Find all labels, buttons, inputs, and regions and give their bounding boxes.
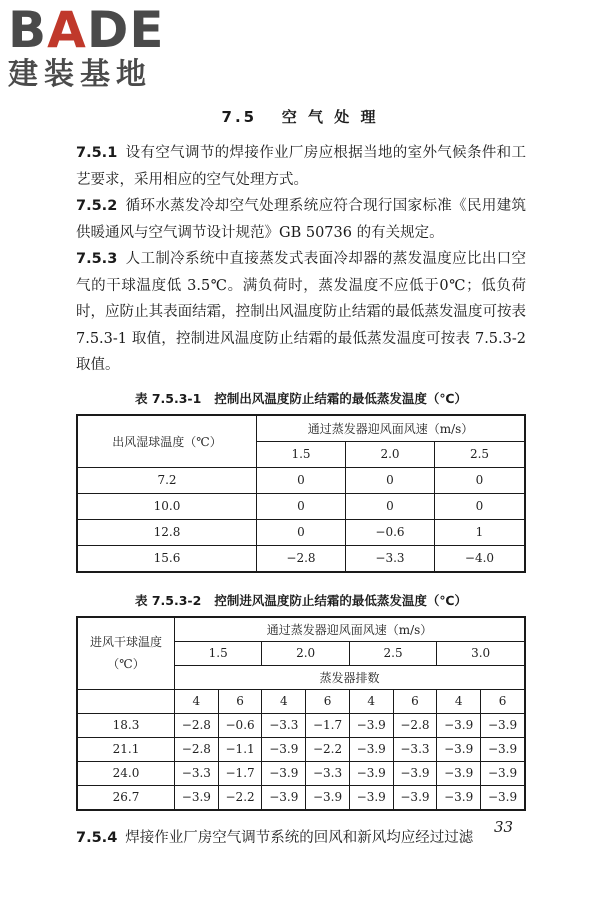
table2-rows-count: 6 [218, 689, 262, 713]
table-row [77, 737, 525, 761]
table-7-5-3-2 [76, 616, 526, 811]
table2-cell: −3.9 [437, 785, 481, 810]
table2-cell: −3.9 [349, 713, 393, 737]
table2-cell: −3.9 [349, 761, 393, 785]
table1-temp-cell: 15.6 [77, 545, 257, 572]
table2-cell: −1.1 [218, 737, 262, 761]
table2-cell: −2.8 [175, 737, 219, 761]
table-row [77, 519, 525, 545]
table2-cell: −0.6 [218, 713, 262, 737]
table2-cell: −3.3 [306, 761, 350, 785]
table2-cell: −3.3 [262, 713, 306, 737]
document-body [76, 140, 526, 851]
logo-subtitle: 建装基地 [8, 57, 152, 92]
table2-cell: −3.9 [393, 785, 437, 810]
table1-row-header: 出风湿球温度（℃） [77, 415, 257, 468]
table2-row-header: 进风干球温度 （℃） [77, 617, 175, 690]
table1-cell: 0 [435, 493, 526, 519]
table-row [77, 467, 525, 493]
table2-cell: −2.2 [306, 737, 350, 761]
clause-7-5-1: 7.5.1 设有空气调节的焊接作业厂房应根据当地的室外气候条件和工艺要求，采用相应的空气处理方式。 [76, 145, 526, 188]
table2-cell: −3.9 [262, 737, 306, 761]
table2-cell: −3.9 [481, 737, 525, 761]
table-row [77, 761, 525, 785]
section-title: 7.5 空 气 处 理 [221, 108, 379, 126]
table1-cell: 0 [257, 519, 346, 545]
table2-cell: −3.9 [481, 761, 525, 785]
clause-7-5-2: 7.5.2 循环水蒸发冷却空气处理系统应符合现行国家标准《民用建筑供暖通风与空气调节设计规范》GB 50736 的有关规定。 [76, 198, 526, 241]
table1-speed: 1.5 [257, 441, 346, 467]
table2-cell: −3.9 [481, 713, 525, 737]
table-row [77, 713, 525, 737]
table-row [77, 785, 525, 810]
table2-cell: −3.9 [437, 761, 481, 785]
brand-logo [8, 1, 183, 92]
table2-cell: −3.9 [349, 785, 393, 810]
table2-cell: −3.3 [175, 761, 219, 785]
table1-speed: 2.0 [346, 441, 435, 467]
table2-cell: −3.9 [481, 785, 525, 810]
table2-caption: 表 7.5.3-2 控制进风温度防止结霜的最低蒸发温度（℃） [134, 592, 468, 608]
table1-cell: 0 [257, 467, 346, 493]
table2-temp-cell: 18.3 [77, 713, 175, 737]
table2-cell: −3.9 [262, 761, 306, 785]
table1-cell: 0 [435, 467, 526, 493]
table2-rows-count: 6 [306, 689, 350, 713]
table2-cell: −3.9 [306, 785, 350, 810]
table2-cell: −1.7 [218, 761, 262, 785]
table1-speed: 2.5 [435, 441, 526, 467]
table2-cell: −3.3 [393, 737, 437, 761]
table1-cell: −4.0 [435, 545, 526, 572]
table2-group-header: 通过蒸发器迎风面风速（m/s） [175, 617, 526, 642]
table2-rows-count: 4 [437, 689, 481, 713]
table2-rows-count: 4 [262, 689, 306, 713]
table2-speed: 2.5 [349, 641, 436, 665]
table2-cell: −3.9 [437, 713, 481, 737]
table2-cell: −2.2 [218, 785, 262, 810]
table2-cell: −3.9 [437, 737, 481, 761]
table1-cell: −3.3 [346, 545, 435, 572]
table2-temp-cell: 24.0 [77, 761, 175, 785]
table2-cell: −2.8 [175, 713, 219, 737]
table1-cell: 0 [346, 493, 435, 519]
table1-cell: 0 [346, 467, 435, 493]
table2-rows-count: 6 [481, 689, 525, 713]
table2-rows-header: 蒸发器排数 [175, 665, 526, 689]
table-row [77, 493, 525, 519]
table2-cell: −3.9 [175, 785, 219, 810]
clause-7-5-3: 7.5.3 人工制冷系统中直接蒸发式表面冷却器的蒸发温度应比出口空气的干球温度低 3.5℃。满负荷时，蒸发温度不应低于0℃；低负荷时，应防止其表面结霜，控制出风温度防止结霜的最低蒸发温度可按表 7.5.3-1 取值，控制进风温度防止结霜的最低蒸发温度可按表 7.5.3-2 取值。 [76, 251, 526, 373]
page-number: 33 [494, 818, 514, 836]
table1-cell: 1 [435, 519, 526, 545]
table-7-5-3-1 [76, 414, 526, 573]
table2-cell: −2.8 [393, 713, 437, 737]
table1-cell: −2.8 [257, 545, 346, 572]
table1-cell: −0.6 [346, 519, 435, 545]
table2-cell: −3.9 [393, 761, 437, 785]
table1-caption: 表 7.5.3-1 控制出风温度防止结霜的最低蒸发温度（℃） [134, 390, 468, 406]
table1-temp-cell: 7.2 [77, 467, 257, 493]
table2-rows-count: 4 [175, 689, 219, 713]
table2-rows-count: 4 [349, 689, 393, 713]
table2-cell: −3.9 [349, 737, 393, 761]
table2-speed: 2.0 [262, 641, 349, 665]
table-row [77, 545, 525, 572]
table2-spacer-cell [77, 689, 175, 713]
table1-temp-cell: 10.0 [77, 493, 257, 519]
table1-temp-cell: 12.8 [77, 519, 257, 545]
table2-temp-cell: 21.1 [77, 737, 175, 761]
table2-rows-count: 6 [393, 689, 437, 713]
table2-speed: 1.5 [175, 641, 262, 665]
table2-speed: 3.0 [437, 641, 525, 665]
table2-cell: −3.9 [262, 785, 306, 810]
clause-7-5-4: 7.5.4 焊接作业厂房空气调节系统的回风和新风均应经过过滤 [76, 829, 474, 846]
table2-cell: −1.7 [306, 713, 350, 737]
table2-temp-cell: 26.7 [77, 785, 175, 810]
logo-wordmark: BADE [8, 1, 165, 59]
table1-cell: 0 [257, 493, 346, 519]
table1-group-header: 通过蒸发器迎风面风速（m/s） [257, 415, 526, 442]
